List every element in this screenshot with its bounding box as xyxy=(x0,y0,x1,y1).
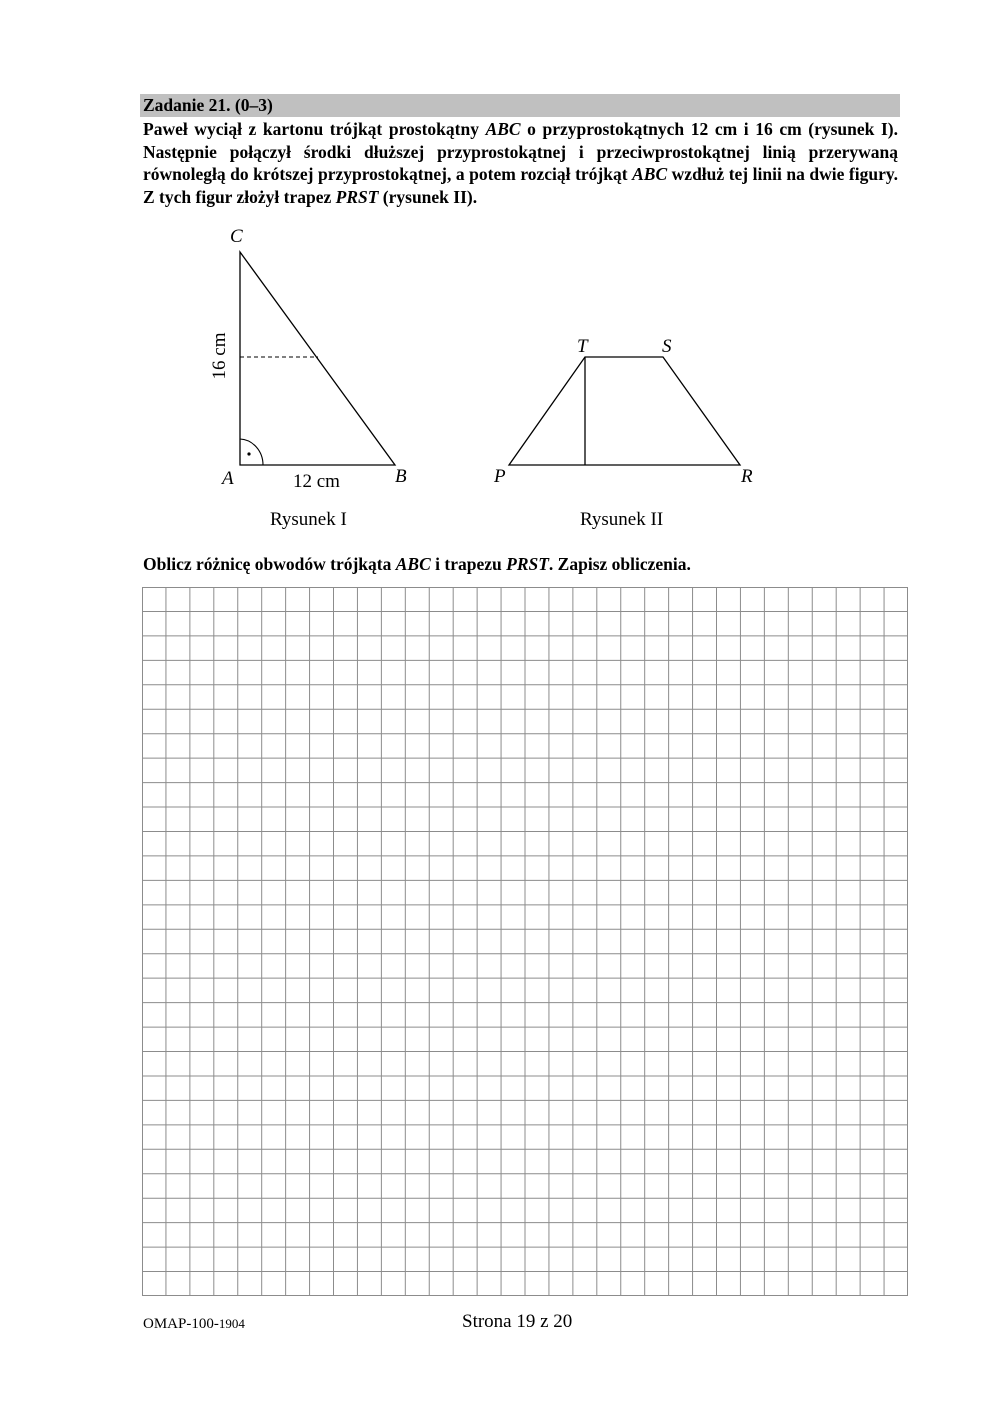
exam-code-prefix: OMAP-100- xyxy=(143,1316,219,1332)
question-prst: PRST xyxy=(506,554,549,574)
task-abc-1: ABC xyxy=(485,119,521,139)
trapezoid-prst xyxy=(509,357,740,465)
label-s: S xyxy=(662,336,672,357)
caption-figure-2: Rysunek II xyxy=(580,509,664,530)
task-text-3: wzdłuż tej linii na dwie figury. Z tych figur złożył trapez xyxy=(143,164,899,207)
label-12cm: 12 cm xyxy=(293,471,340,492)
task-text-1: Paweł wyciął z kartonu trójkąt prostokątny xyxy=(143,119,486,139)
label-16cm: 16 cm xyxy=(209,332,230,380)
task-title: Zadanie 21. (0–3) xyxy=(143,95,273,115)
task-text-2: o przyprostokątnych 12 cm i 16 cm (rysunek I). Następnie połączył środki dłuższej przyprostokątnej i przeciwprostokątnej linią przerywaną równoległą do krótszej przyprostokątnej, a potem rozciął trójkąt xyxy=(143,119,898,184)
label-p: P xyxy=(494,466,506,487)
exam-code-suffix: 1904 xyxy=(218,1316,245,1331)
question-part-1: Oblicz różnicę obwodów trójkąta xyxy=(143,554,396,574)
label-t: T xyxy=(577,336,588,357)
answer-grid-lines xyxy=(142,587,908,1296)
page-number: Strona 19 z 20 xyxy=(462,1311,573,1332)
task-prst: PRST xyxy=(335,186,379,207)
label-r: R xyxy=(741,466,753,487)
label-b: B xyxy=(395,466,407,487)
question-part-3: . Zapisz obliczenia. xyxy=(548,554,691,574)
task-abc-2: ABC xyxy=(632,164,668,184)
label-c: C xyxy=(230,226,243,247)
task-text-4: (rysunek II). xyxy=(378,186,478,207)
question-abc: ABC xyxy=(395,554,431,574)
label-a: A xyxy=(222,468,234,489)
question-part-2: i trapezu xyxy=(430,554,507,574)
question-text xyxy=(143,554,691,575)
caption-figure-1: Rysunek I xyxy=(270,509,347,530)
exam-code xyxy=(143,1316,245,1333)
answer-grid[interactable] xyxy=(142,587,908,1296)
